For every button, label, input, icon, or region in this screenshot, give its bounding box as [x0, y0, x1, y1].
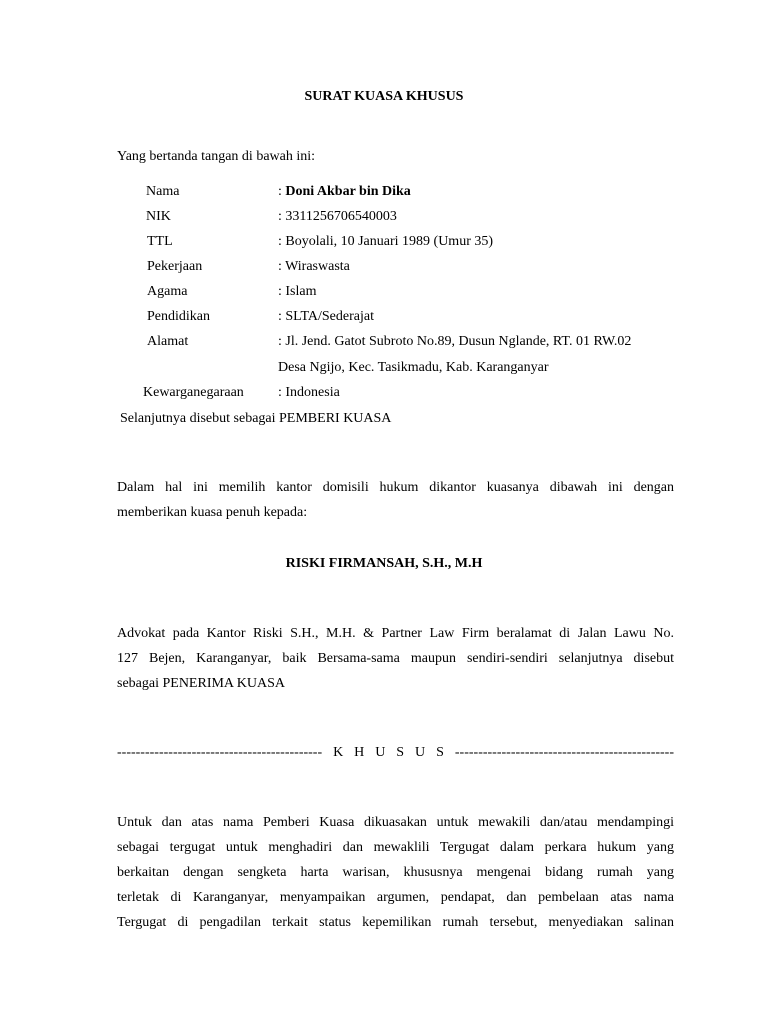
field-label-alamat: Alamat — [147, 334, 189, 349]
paragraph-advokat-line2: 127 Bejen, Karanganyar, baik Bersama-sama maupun sendiri-sendiri selanjutnya disebut — [117, 651, 674, 666]
field-label-ttl: TTL — [147, 234, 173, 249]
field-label-nama: Nama — [146, 184, 180, 199]
field-value-pekerjaan: : Wiraswasta — [278, 259, 350, 274]
field-value-nik: : 3311256706540003 — [278, 209, 397, 224]
paragraph-advokat-line1: Advokat pada Kantor Riski S.H., M.H. & Partner Law Firm beralamat di Jalan Lawu No. — [117, 626, 674, 641]
field-value-ttl: : Boyolali, 10 Januari 1989 (Umur 35) — [278, 234, 494, 249]
khusus-divider: -------------------------------------------- K H U S U S ----------------------------------------------- — [117, 745, 674, 760]
paragraph-kuasa-line3: berkaitan dengan sengketa harta warisan, khususnya mengenai bidang rumah yang — [117, 865, 674, 880]
grantor-name: Doni Akbar bin Dika — [285, 184, 411, 199]
paragraph-domisili-line2: memberikan kuasa penuh kepada: — [117, 505, 308, 520]
field-value-nama: : Doni Akbar bin Dika — [278, 184, 411, 199]
field-label-pekerjaan: Pekerjaan — [147, 259, 203, 274]
field-value-pendidikan: : SLTA/Sederajat — [278, 309, 374, 324]
paragraph-advokat-line3: sebagai PENERIMA KUASA — [117, 676, 285, 691]
paragraph-kuasa-line1: Untuk dan atas nama Pemberi Kuasa dikuasakan untuk mewakili dan/atau mendampingi — [117, 815, 674, 830]
paragraph-kuasa-line4: terletak di Karanganyar, menyampaikan argumen, pendapat, dan pembelaan atas nama — [117, 890, 674, 905]
document-title: SURAT KUASA KHUSUS — [304, 89, 464, 104]
paragraph-kuasa-line2: sebagai tergugat untuk menghadiri dan mewaklili Tergugat dalam perkara hukum yang — [117, 840, 674, 855]
pemberi-kuasa-note: Selanjutnya disebut sebagai PEMBERI KUASA — [120, 411, 392, 426]
field-value-agama: : Islam — [278, 284, 317, 299]
field-value-alamat-line2: Desa Ngijo, Kec. Tasikmadu, Kab. Karanganyar — [278, 360, 549, 375]
field-label-kewarganegaraan: Kewarganegaraan — [143, 385, 244, 400]
field-label-nik: NIK — [146, 209, 171, 224]
paragraph-domisili-line1: Dalam hal ini memilih kantor domisili hukum dikantor kuasanya dibawah ini dengan — [117, 480, 674, 495]
paragraph-kuasa-line5: Tergugat di pengadilan terkait status kepemilikan rumah tersebut, menyediakan salinan — [117, 915, 674, 930]
recipient-name: RISKI FIRMANSAH, S.H., M.H — [285, 556, 483, 571]
field-value-alamat: : Jl. Jend. Gatot Subroto No.89, Dusun Nglande, RT. 01 RW.02 — [278, 334, 632, 349]
field-label-agama: Agama — [147, 284, 188, 299]
field-value-kewarganegaraan: : Indonesia — [278, 385, 340, 400]
field-label-pendidikan: Pendidikan — [147, 309, 210, 324]
intro-text: Yang bertanda tangan di bawah ini: — [117, 149, 316, 164]
